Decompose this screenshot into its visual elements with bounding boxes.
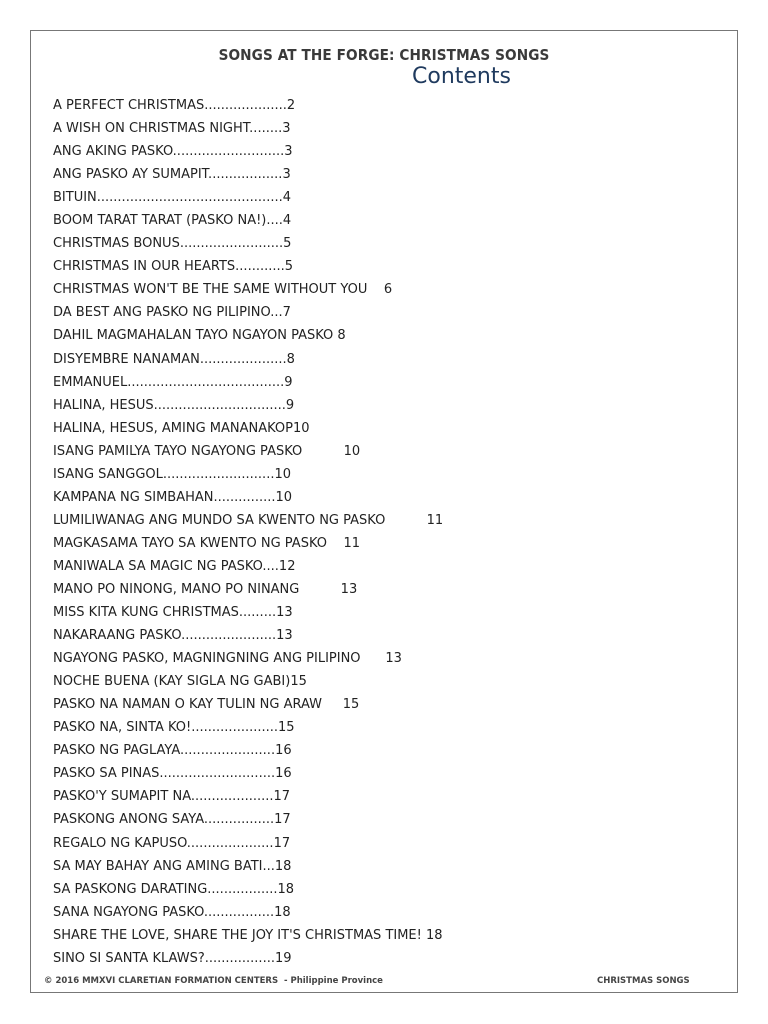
toc-entry: DAHIL MAGMAHALAN TAYO NGAYON PASKO 8 (53, 328, 346, 344)
toc-entry: PASKONG ANONG SAYA.................17 (53, 812, 291, 828)
contents-heading: Contents (412, 64, 511, 89)
toc-entry: DISYEMBRE NANAMAN.....................8 (53, 351, 295, 367)
toc-entry: NGAYONG PASKO, MAGNINGNING ANG PILIPINO 13 (53, 651, 402, 667)
toc-entry: ANG PASKO AY SUMAPIT..................3 (53, 167, 291, 183)
toc-entry: PASKO NA NAMAN O KAY TULIN NG ARAW 15 (53, 697, 360, 713)
toc-entry: ANG AKING PASKO...........................3 (53, 144, 293, 160)
toc-entry: PASKO'Y SUMAPIT NA....................17 (53, 789, 291, 805)
footer-copyright: © 2016 MMXVI CLARETIAN FORMATION CENTERS - Philippine Province (44, 976, 383, 986)
toc-entry: CHRISTMAS WON'T BE THE SAME WITHOUT YOU 6 (53, 282, 393, 298)
toc-entry: HALINA, HESUS................................9 (53, 397, 295, 413)
toc-entry: MANIWALA SA MAGIC NG PASKO....12 (53, 558, 296, 574)
toc-entry: MANO PO NINONG, MANO PO NINANG 13 (53, 581, 358, 597)
toc-entry: PASKO SA PINAS............................16 (53, 766, 292, 782)
toc-entry: NOCHE BUENA (KAY SIGLA NG GABI)15 (53, 674, 307, 690)
toc-entry: SINO SI SANTA KLAWS?.................19 (53, 950, 292, 966)
toc-entry: NAKARAANG PASKO.......................13 (53, 628, 293, 644)
toc-entry: ISANG PAMILYA TAYO NGAYONG PASKO 10 (53, 443, 361, 459)
toc-entry: EMMANUEL......................................9 (53, 374, 293, 390)
toc-entry: A WISH ON CHRISTMAS NIGHT........3 (53, 121, 291, 137)
toc-entry: KAMPANA NG SIMBAHAN...............10 (53, 489, 293, 505)
toc-entry: MISS KITA KUNG CHRISTMAS.........13 (53, 605, 293, 621)
page-title: SONGS AT THE FORGE: CHRISTMAS SONGS (218, 46, 550, 64)
toc-entry: DA BEST ANG PASKO NG PILIPINO...7 (53, 305, 291, 321)
toc-entry: SA MAY BAHAY ANG AMING BATI...18 (53, 858, 292, 874)
toc-entry: MAGKASAMA TAYO SA KWENTO NG PASKO 11 (53, 535, 361, 551)
toc-entry: PASKO NG PAGLAYA.......................16 (53, 743, 292, 759)
toc-entry: SANA NGAYONG PASKO.................18 (53, 904, 291, 920)
toc-entry: HALINA, HESUS, AMING MANANAKOP10 (53, 420, 310, 436)
toc-entry: BOOM TARAT TARAT (PASKO NA!)....4 (53, 213, 292, 229)
toc-entry: PASKO NA, SINTA KO!.....................15 (53, 720, 295, 736)
table-of-contents (53, 94, 713, 970)
toc-entry: REGALO NG KAPUSO.....................17 (53, 835, 291, 851)
toc-entry: CHRISTMAS BONUS.........................5 (53, 236, 292, 252)
toc-entry: CHRISTMAS IN OUR HEARTS............5 (53, 259, 294, 275)
footer-section-label: CHRISTMAS SONGS (597, 976, 690, 986)
toc-entry: SHARE THE LOVE, SHARE THE JOY IT'S CHRISTMAS TIME! 18 (53, 927, 443, 943)
toc-entry: A PERFECT CHRISTMAS....................2 (53, 98, 296, 113)
toc-entry: ISANG SANGGOL...........................10 (53, 466, 291, 482)
toc-entry: BITUIN.............................................4 (53, 190, 291, 206)
toc-entry: SA PASKONG DARATING.................18 (53, 881, 295, 897)
toc-entry: LUMILIWANAG ANG MUNDO SA KWENTO NG PASKO 11 (53, 512, 444, 528)
